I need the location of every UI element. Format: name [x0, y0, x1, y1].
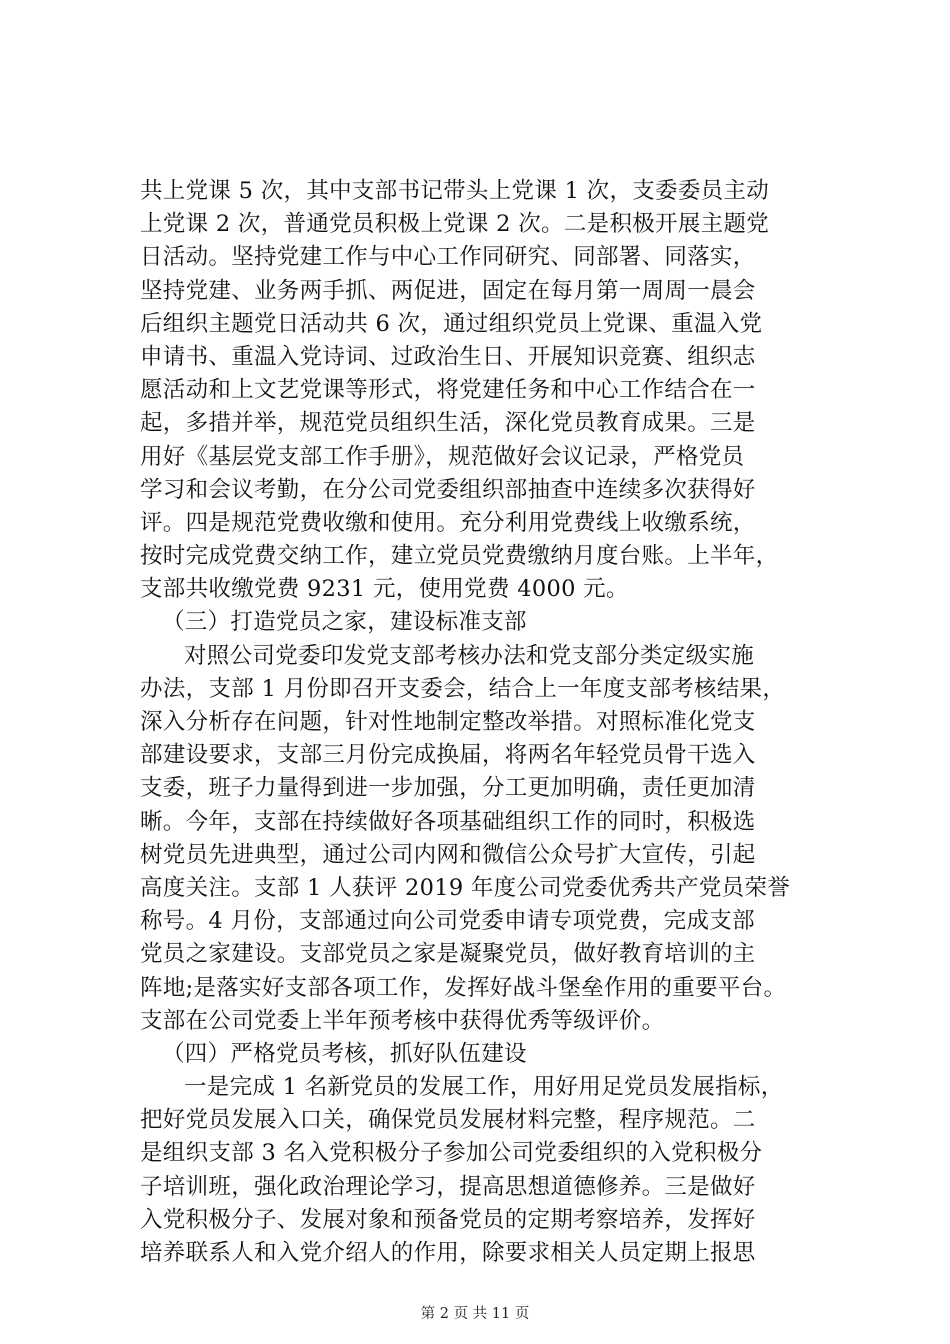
text-line: 是组织支部 3 名入党积极分子参加公司党委组织的入党积极分	[140, 1140, 763, 1167]
text-line: 高度关注。支部 1 人获评 2019 年度公司党委优秀共产党员荣誉	[140, 874, 791, 901]
text-line: 按时完成党费交纳工作，建立党员党费缴纳月度台账。上半年，	[140, 543, 779, 570]
section-heading: （四）严格党员考核，抓好队伍建设	[162, 1040, 527, 1067]
text-line: 一是完成 1 名新党员的发展工作，用好用足党员发展指标，	[184, 1074, 784, 1101]
text-line: 支委，班子力量得到进一步加强，分工更加明确，责任更加清	[140, 775, 756, 802]
text-line: 把好党员发展入口关，确保党员发展材料完整，程序规范。二	[140, 1107, 756, 1134]
text-line: 日活动。坚持党建工作与中心工作同研究、同部署、同落实，	[140, 244, 756, 271]
text-line: 部建设要求，支部三月份完成换届，将两名年轻党员骨干选入	[140, 742, 756, 769]
text-line: 树党员先进典型，通过公司内网和微信公众号扩大宣传，引起	[140, 841, 756, 868]
text-line: 后组织主题党日活动共 6 次，通过组织党员上党课、重温入党	[140, 310, 763, 337]
text-line: 阵地;是落实好支部各项工作，发挥好战斗堡垒作用的重要平台。	[140, 974, 787, 1001]
text-line: 共上党课 5 次，其中支部书记带头上党课 1 次，支委委员主动	[140, 178, 770, 204]
body-text	[140, 175, 840, 1270]
text-line: 对照公司党委印发党支部考核办法和党支部分类定级实施	[184, 642, 755, 669]
text-line: 深入分析存在问题，针对性地制定整改举措。对照标准化党支	[140, 709, 756, 735]
text-line: 入党积极分子、发展对象和预备党员的定期考察培养，发挥好	[140, 1206, 756, 1233]
text-line: 评。四是规范党费收缴和使用。充分利用党费线上收缴系统，	[140, 509, 756, 536]
text-line: 党员之家建设。支部党员之家是凝聚党员，做好教育培训的主	[140, 941, 756, 968]
text-line: 坚持党建、业务两手抓、两促进，固定在每月第一周周一晨会	[140, 277, 756, 304]
section-heading: （三）打造党员之家，建设标准支部	[162, 609, 527, 636]
text-line: 用好《基层党支部工作手册》，规范做好会议记录，严格党员	[140, 443, 745, 470]
text-line: 培养联系人和入党介绍人的作用，除要求相关人员定期上报思	[140, 1240, 756, 1266]
text-line: 起，多措并举，规范党员组织生活，深化党员教育成果。三是	[140, 410, 756, 437]
page-number-footer: 第 2 页 共 11 页	[420, 1306, 530, 1322]
text-line: 申请书、重温入党诗词、过政治生日、开展知识竞赛、组织志	[140, 343, 756, 370]
text-line: 支部共收缴党费 9231 元，使用党费 4000 元。	[140, 576, 629, 603]
text-line: 办法，支部 1 月份即召开支委会，结合上一年度支部考核结果，	[140, 675, 786, 702]
text-line: 上党课 2 次，普通党员积极上党课 2 次。二是积极开展主题党	[140, 211, 770, 238]
text-line: 支部在公司党委上半年预考核中获得优秀等级评价。	[140, 1007, 665, 1034]
text-line: 晰。今年，支部在持续做好各项基础组织工作的同时，积极选	[140, 808, 756, 835]
text-line: 学习和会议考勤，在分公司党委组织部抽查中连续多次获得好	[140, 476, 756, 503]
text-line: 称号。4 月份，支部通过向公司党委申请专项党费，完成支部	[140, 908, 755, 935]
text-line: 子培训班，强化政治理论学习，提高思想道德修养。三是做好	[140, 1173, 756, 1200]
text-line: 愿活动和上文艺党课等形式，将党建任务和中心工作结合在一	[140, 377, 756, 404]
